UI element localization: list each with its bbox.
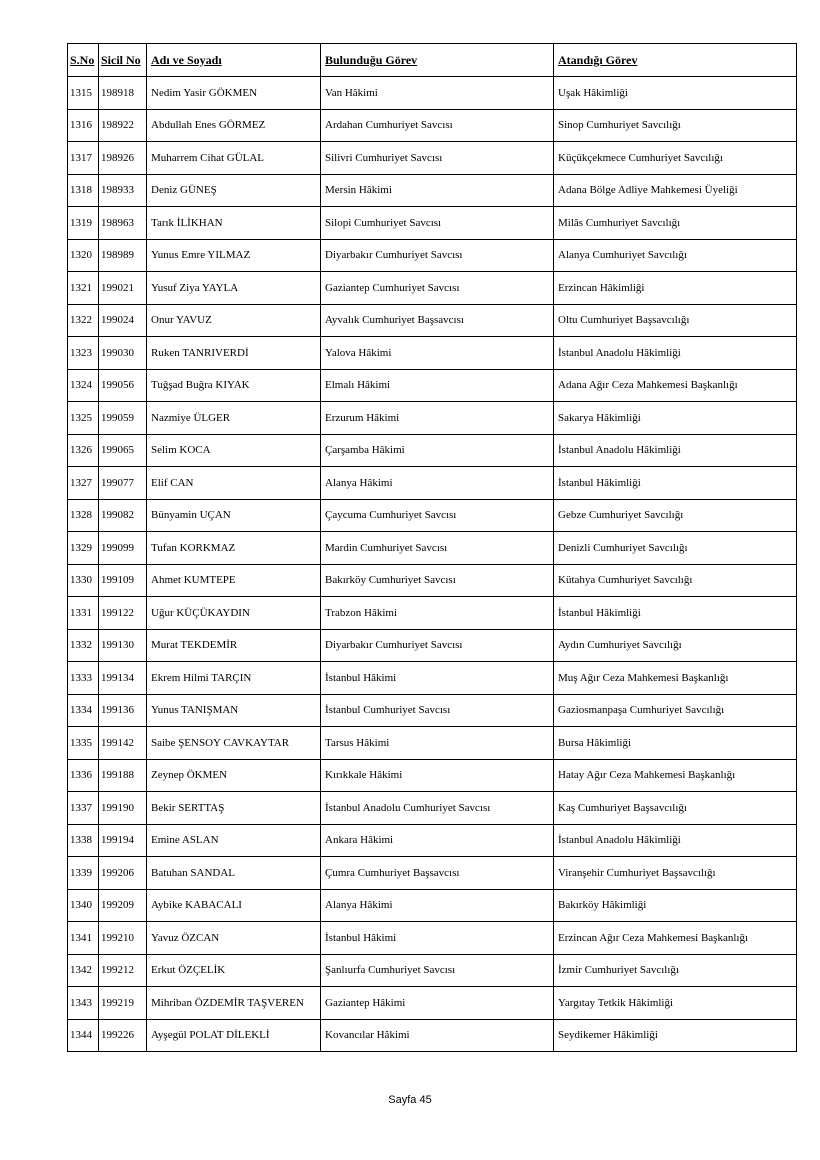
cell-sicil-no: 199059 — [99, 402, 147, 435]
cell-name: Uğur KÜÇÜKAYDIN — [147, 597, 321, 630]
cell-assigned-position: İstanbul Hâkimliği — [554, 467, 797, 500]
table-row — [68, 889, 797, 922]
header-sicil-no: Sicil No — [99, 44, 147, 77]
cell-sicil-no: 199136 — [99, 694, 147, 727]
cell-name: Elif CAN — [147, 467, 321, 500]
cell-sicil-no: 199226 — [99, 1019, 147, 1052]
cell-sno: 1325 — [68, 402, 99, 435]
cell-current-position: Silivri Cumhuriyet Savcısı — [321, 142, 554, 175]
cell-current-position: Alanya Hâkimi — [321, 889, 554, 922]
cell-sno: 1344 — [68, 1019, 99, 1052]
cell-assigned-position: Adana Bölge Adliye Mahkemesi Üyeliği — [554, 174, 797, 207]
table-row — [68, 499, 797, 532]
cell-assigned-position: Kaş Cumhuriyet Başsavcılığı — [554, 792, 797, 825]
cell-current-position: Mersin Hâkimi — [321, 174, 554, 207]
cell-sno: 1341 — [68, 922, 99, 955]
cell-assigned-position: Erzincan Hâkimliği — [554, 272, 797, 305]
cell-name: Ekrem Hilmi TARÇIN — [147, 662, 321, 695]
cell-sno: 1342 — [68, 954, 99, 987]
cell-name: Ayşegül POLAT DİLEKLİ — [147, 1019, 321, 1052]
cell-sicil-no: 199219 — [99, 987, 147, 1020]
cell-assigned-position: Bakırköy Hâkimliği — [554, 889, 797, 922]
table-row — [68, 532, 797, 565]
page-number: Sayfa 45 — [388, 1094, 432, 1106]
cell-current-position: Kovancılar Hâkimi — [321, 1019, 554, 1052]
cell-sno: 1316 — [68, 109, 99, 142]
cell-sno: 1339 — [68, 857, 99, 890]
table-row — [68, 402, 797, 435]
cell-sicil-no: 199065 — [99, 434, 147, 467]
cell-assigned-position: İstanbul Anadolu Hâkimliği — [554, 434, 797, 467]
cell-sno: 1340 — [68, 889, 99, 922]
cell-assigned-position: Sinop Cumhuriyet Savcılığı — [554, 109, 797, 142]
cell-sno: 1329 — [68, 532, 99, 565]
cell-name: Saibe ŞENSOY CAVKAYTAR — [147, 727, 321, 760]
cell-name: Tufan KORKMAZ — [147, 532, 321, 565]
cell-name: Ruken TANRIVERDİ — [147, 337, 321, 370]
table-row — [68, 272, 797, 305]
table-row — [68, 954, 797, 987]
cell-sno: 1335 — [68, 727, 99, 760]
cell-assigned-position: Oltu Cumhuriyet Başsavcılığı — [554, 304, 797, 337]
cell-sicil-no: 199142 — [99, 727, 147, 760]
table-row — [68, 564, 797, 597]
cell-name: Yunus TANIŞMAN — [147, 694, 321, 727]
cell-assigned-position: Sakarya Hâkimliği — [554, 402, 797, 435]
cell-name: Selim KOCA — [147, 434, 321, 467]
cell-sicil-no: 198989 — [99, 239, 147, 272]
cell-name: Yusuf Ziya YAYLA — [147, 272, 321, 305]
cell-name: Abdullah Enes GÖRMEZ — [147, 109, 321, 142]
cell-sicil-no: 198926 — [99, 142, 147, 175]
cell-assigned-position: İzmir Cumhuriyet Savcılığı — [554, 954, 797, 987]
cell-assigned-position: Uşak Hâkimliği — [554, 77, 797, 110]
cell-name: Deniz GÜNEŞ — [147, 174, 321, 207]
cell-current-position: Çarşamba Hâkimi — [321, 434, 554, 467]
cell-sno: 1321 — [68, 272, 99, 305]
cell-current-position: Tarsus Hâkimi — [321, 727, 554, 760]
cell-current-position: Erzurum Hâkimi — [321, 402, 554, 435]
table-row — [68, 629, 797, 662]
cell-name: Ahmet KUMTEPE — [147, 564, 321, 597]
cell-sicil-no: 199130 — [99, 629, 147, 662]
cell-sicil-no: 198963 — [99, 207, 147, 240]
cell-sicil-no: 199030 — [99, 337, 147, 370]
cell-current-position: İstanbul Hâkimi — [321, 922, 554, 955]
cell-name: Tuğşad Buğra KIYAK — [147, 369, 321, 402]
cell-sicil-no: 198933 — [99, 174, 147, 207]
table-row — [68, 824, 797, 857]
cell-name: Nazmiye ÜLGER — [147, 402, 321, 435]
cell-assigned-position: Aydın Cumhuriyet Savcılığı — [554, 629, 797, 662]
cell-assigned-position: Gebze Cumhuriyet Savcılığı — [554, 499, 797, 532]
cell-current-position: Mardin Cumhuriyet Savcısı — [321, 532, 554, 565]
table-row — [68, 77, 797, 110]
table-row — [68, 369, 797, 402]
cell-sicil-no: 199122 — [99, 597, 147, 630]
cell-sno: 1324 — [68, 369, 99, 402]
cell-sicil-no: 199077 — [99, 467, 147, 500]
cell-assigned-position: Alanya Cumhuriyet Savcılığı — [554, 239, 797, 272]
header-sno: S.No — [68, 44, 99, 77]
cell-sno: 1320 — [68, 239, 99, 272]
cell-current-position: Ankara Hâkimi — [321, 824, 554, 857]
table-body — [68, 77, 797, 1052]
cell-sno: 1328 — [68, 499, 99, 532]
cell-name: Bekir SERTTAŞ — [147, 792, 321, 825]
table-row — [68, 597, 797, 630]
cell-current-position: Kırıkkale Hâkimi — [321, 759, 554, 792]
cell-name: Aybike KABACALI — [147, 889, 321, 922]
cell-current-position: Van Hâkimi — [321, 77, 554, 110]
cell-assigned-position: Denizli Cumhuriyet Savcılığı — [554, 532, 797, 565]
cell-sno: 1323 — [68, 337, 99, 370]
table-row — [68, 759, 797, 792]
table-row — [68, 857, 797, 890]
table-row — [68, 922, 797, 955]
cell-name: Emine ASLAN — [147, 824, 321, 857]
cell-current-position: Trabzon Hâkimi — [321, 597, 554, 630]
cell-sicil-no: 199056 — [99, 369, 147, 402]
cell-sno: 1333 — [68, 662, 99, 695]
cell-current-position: Çumra Cumhuriyet Başsavcısı — [321, 857, 554, 890]
cell-sno: 1338 — [68, 824, 99, 857]
cell-assigned-position: Milâs Cumhuriyet Savcılığı — [554, 207, 797, 240]
header-assigned-position: Atandığı Görev — [554, 44, 797, 77]
cell-name: Nedim Yasir GÖKMEN — [147, 77, 321, 110]
table-row — [68, 109, 797, 142]
cell-sicil-no: 199194 — [99, 824, 147, 857]
cell-sno: 1336 — [68, 759, 99, 792]
cell-sicil-no: 199134 — [99, 662, 147, 695]
table-row — [68, 662, 797, 695]
cell-sicil-no: 199210 — [99, 922, 147, 955]
table-row — [68, 207, 797, 240]
cell-sno: 1317 — [68, 142, 99, 175]
cell-name: Murat TEKDEMİR — [147, 629, 321, 662]
cell-current-position: Alanya Hâkimi — [321, 467, 554, 500]
cell-current-position: Yalova Hâkimi — [321, 337, 554, 370]
header-current-position: Bulunduğu Görev — [321, 44, 554, 77]
cell-current-position: Elmalı Hâkimi — [321, 369, 554, 402]
cell-assigned-position: Seydikemer Hâkimliği — [554, 1019, 797, 1052]
table-row — [68, 467, 797, 500]
cell-sno: 1334 — [68, 694, 99, 727]
cell-current-position: Silopi Cumhuriyet Savcısı — [321, 207, 554, 240]
cell-sicil-no: 199209 — [99, 889, 147, 922]
cell-assigned-position: Küçükçekmece Cumhuriyet Savcılığı — [554, 142, 797, 175]
cell-current-position: Diyarbakır Cumhuriyet Savcısı — [321, 629, 554, 662]
cell-sicil-no: 198918 — [99, 77, 147, 110]
cell-current-position: Diyarbakır Cumhuriyet Savcısı — [321, 239, 554, 272]
cell-name: Mihriban ÖZDEMİR TAŞVEREN — [147, 987, 321, 1020]
cell-sicil-no: 199099 — [99, 532, 147, 565]
table-row — [68, 792, 797, 825]
cell-sno: 1332 — [68, 629, 99, 662]
appointments-table — [67, 43, 797, 1052]
cell-current-position: Ardahan Cumhuriyet Savcısı — [321, 109, 554, 142]
cell-assigned-position: İstanbul Hâkimliği — [554, 597, 797, 630]
cell-name: Muharrem Cihat GÜLAL — [147, 142, 321, 175]
cell-sno: 1326 — [68, 434, 99, 467]
table-row — [68, 727, 797, 760]
cell-current-position: Ayvalık Cumhuriyet Başsavcısı — [321, 304, 554, 337]
cell-assigned-position: Adana Ağır Ceza Mahkemesi Başkanlığı — [554, 369, 797, 402]
cell-sicil-no: 199188 — [99, 759, 147, 792]
table-row — [68, 239, 797, 272]
cell-assigned-position: Gaziosmanpaşa Cumhuriyet Savcılığı — [554, 694, 797, 727]
cell-name: Erkut ÖZÇELİK — [147, 954, 321, 987]
table-row — [68, 987, 797, 1020]
cell-sicil-no: 199212 — [99, 954, 147, 987]
cell-current-position: Gaziantep Cumhuriyet Savcısı — [321, 272, 554, 305]
cell-sno: 1322 — [68, 304, 99, 337]
cell-current-position: İstanbul Hâkimi — [321, 662, 554, 695]
cell-sicil-no: 199206 — [99, 857, 147, 890]
table-row — [68, 1019, 797, 1052]
cell-current-position: İstanbul Cumhuriyet Savcısı — [321, 694, 554, 727]
cell-sno: 1330 — [68, 564, 99, 597]
cell-assigned-position: Bursa Hâkimliği — [554, 727, 797, 760]
cell-assigned-position: Kütahya Cumhuriyet Savcılığı — [554, 564, 797, 597]
cell-current-position: Şanlıurfa Cumhuriyet Savcısı — [321, 954, 554, 987]
table-row — [68, 434, 797, 467]
cell-sicil-no: 199082 — [99, 499, 147, 532]
cell-sno: 1337 — [68, 792, 99, 825]
cell-sno: 1315 — [68, 77, 99, 110]
cell-sicil-no: 199021 — [99, 272, 147, 305]
cell-sno: 1318 — [68, 174, 99, 207]
cell-sicil-no: 198922 — [99, 109, 147, 142]
cell-name: Zeynep ÖKMEN — [147, 759, 321, 792]
cell-name: Yavuz ÖZCAN — [147, 922, 321, 955]
cell-current-position: Bakırköy Cumhuriyet Savcısı — [321, 564, 554, 597]
cell-assigned-position: Viranşehir Cumhuriyet Başsavcılığı — [554, 857, 797, 890]
cell-assigned-position: İstanbul Anadolu Hâkimliği — [554, 337, 797, 370]
table-row — [68, 174, 797, 207]
cell-name: Batuhan SANDAL — [147, 857, 321, 890]
cell-sno: 1327 — [68, 467, 99, 500]
table-header-row — [68, 44, 797, 77]
cell-name: Onur YAVUZ — [147, 304, 321, 337]
cell-current-position: Gaziantep Hâkimi — [321, 987, 554, 1020]
cell-assigned-position: İstanbul Anadolu Hâkimliği — [554, 824, 797, 857]
cell-sicil-no: 199024 — [99, 304, 147, 337]
header-name: Adı ve Soyadı — [147, 44, 321, 77]
cell-current-position: Çaycuma Cumhuriyet Savcısı — [321, 499, 554, 532]
table-row — [68, 694, 797, 727]
cell-name: Yunus Emre YILMAZ — [147, 239, 321, 272]
cell-assigned-position: Yargıtay Tetkik Hâkimliği — [554, 987, 797, 1020]
cell-assigned-position: Erzincan Ağır Ceza Mahkemesi Başkanlığı — [554, 922, 797, 955]
cell-sicil-no: 199109 — [99, 564, 147, 597]
cell-name: Bünyamin UÇAN — [147, 499, 321, 532]
cell-sno: 1343 — [68, 987, 99, 1020]
table-row — [68, 142, 797, 175]
table-row — [68, 337, 797, 370]
cell-assigned-position: Muş Ağır Ceza Mahkemesi Başkanlığı — [554, 662, 797, 695]
cell-sno: 1319 — [68, 207, 99, 240]
cell-current-position: İstanbul Anadolu Cumhuriyet Savcısı — [321, 792, 554, 825]
cell-sicil-no: 199190 — [99, 792, 147, 825]
cell-sno: 1331 — [68, 597, 99, 630]
cell-assigned-position: Hatay Ağır Ceza Mahkemesi Başkanlığı — [554, 759, 797, 792]
cell-name: Tarık İLİKHAN — [147, 207, 321, 240]
table-row — [68, 304, 797, 337]
